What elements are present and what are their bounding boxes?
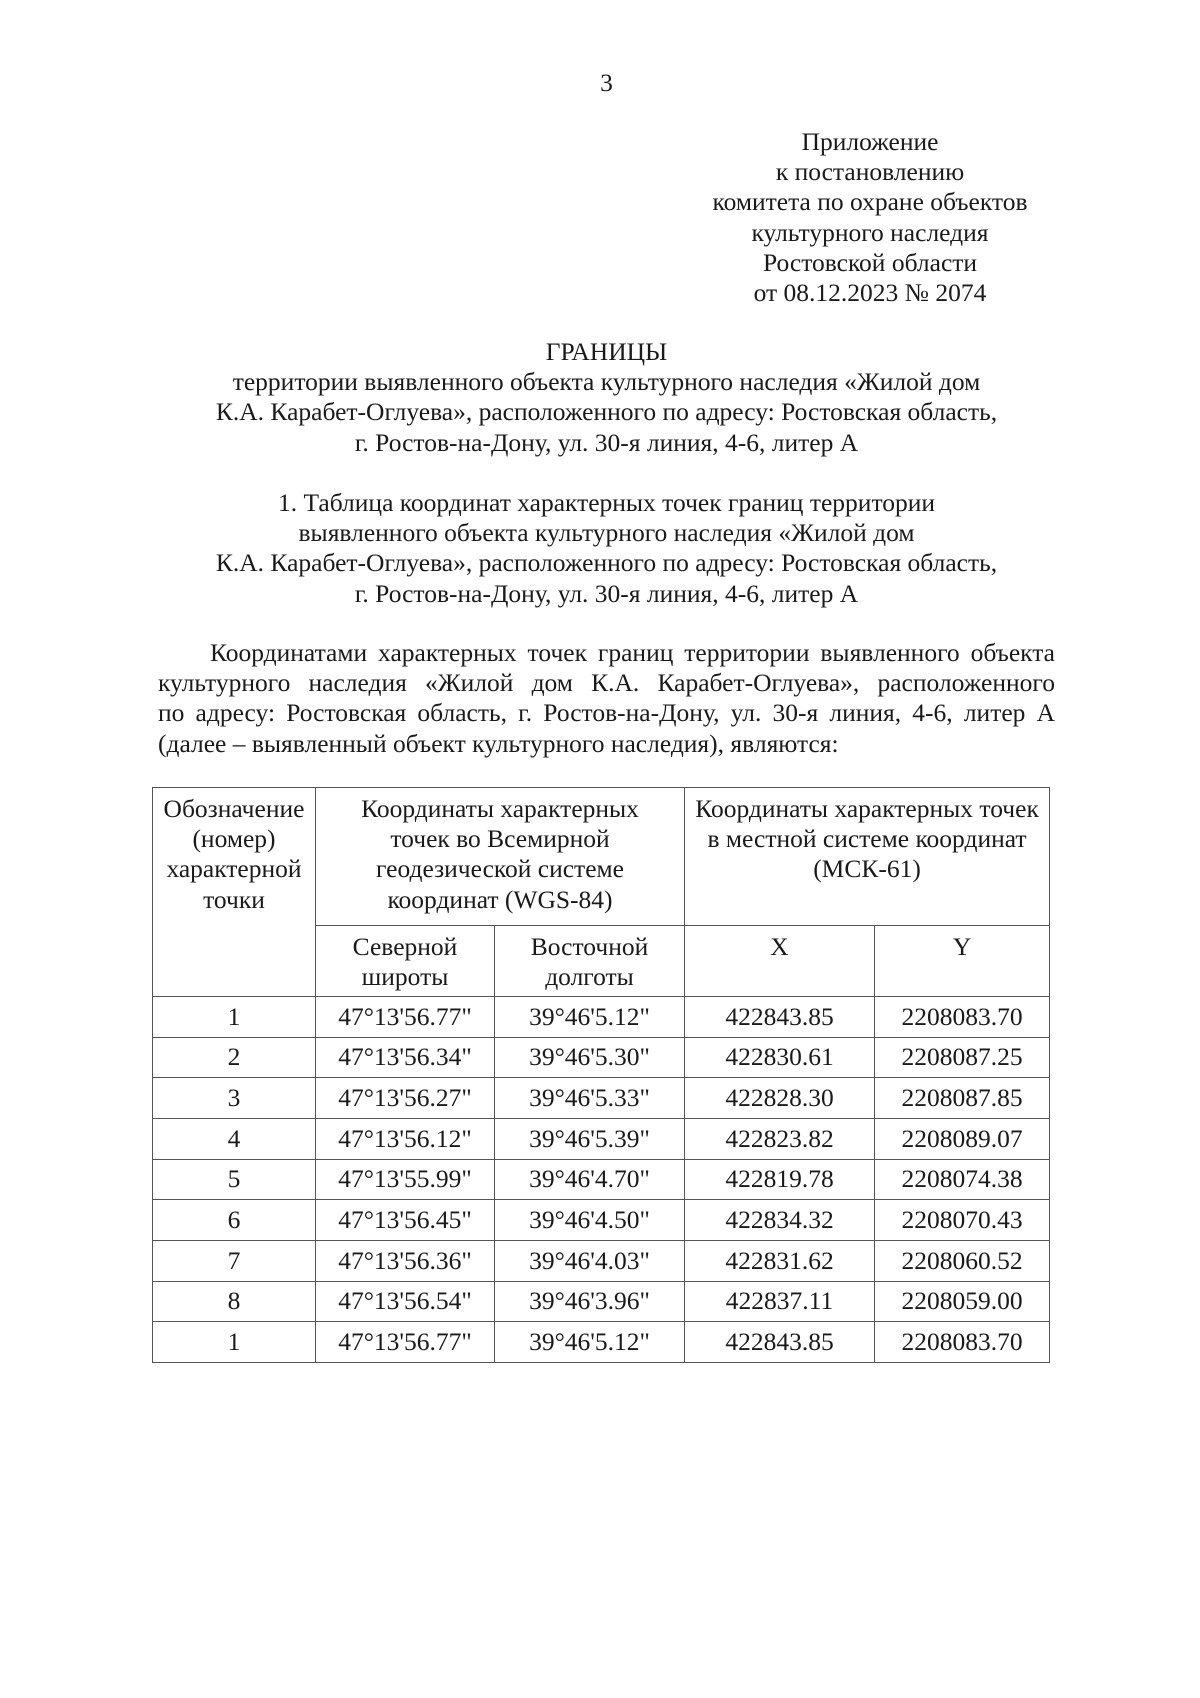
point-number-cell: 4 (153, 1118, 316, 1159)
header-line: в местной системе координат (707, 824, 1027, 854)
table-row (153, 1281, 1050, 1322)
header-line: Восточной (530, 932, 649, 961)
appendix-line: к постановлению (775, 157, 965, 187)
wgs84-latitude-cell: 47°13'56.77" (316, 1322, 495, 1363)
wgs84-latitude-cell: 47°13'56.36" (316, 1240, 495, 1281)
wgs84-latitude-cell: 47°13'56.12" (316, 1118, 495, 1159)
header-line: координат (WGS-84) (387, 884, 613, 914)
appendix-line: Ростовской области (762, 247, 978, 277)
msk61-y-cell: 2208059.00 (875, 1281, 1050, 1322)
wgs84-longitude-cell: 39°46'5.33" (495, 1078, 685, 1119)
point-number-cell: 5 (153, 1159, 316, 1200)
msk61-x-cell: 422830.61 (685, 1037, 875, 1078)
wgs84-latitude-cell: 47°13'56.34" (316, 1037, 495, 1078)
header-msk61 (685, 788, 1050, 926)
header-latitude (316, 926, 495, 997)
header-longitude (495, 926, 685, 997)
wgs84-latitude-cell: 47°13'56.77" (316, 997, 495, 1038)
appendix-date-number: от 08.12.2023 № 2074 (753, 278, 987, 308)
title-line: К.А. Карабет-Оглуева», расположенного по адресу: Ростовская область, (215, 397, 998, 427)
header-line: Обозначение (163, 794, 305, 823)
msk61-x-cell: 422843.85 (685, 997, 875, 1038)
msk61-y-cell: 2208060.52 (875, 1240, 1050, 1281)
title-line: г. Ростов-на-Дону, ул. 30-я линия, 4-6, литер А (354, 427, 859, 457)
table-row (153, 997, 1050, 1038)
point-number-cell: 8 (153, 1281, 316, 1322)
wgs84-longitude-cell: 39°46'3.96" (495, 1281, 685, 1322)
paragraph-line: культурного наследия «Жилой дом К.А. Карабет-Оглуева», расположенного (158, 668, 1055, 698)
wgs84-latitude-cell: 47°13'56.27" (316, 1078, 495, 1119)
point-number-cell: 6 (153, 1200, 316, 1241)
appendix-line: культурного наследия (751, 217, 989, 247)
msk61-y-cell: 2208070.43 (875, 1200, 1050, 1241)
point-number-cell: 1 (153, 997, 316, 1038)
header-line: Северной (352, 932, 458, 961)
header-line: (МСК-61) (813, 854, 921, 884)
section-heading-line: г. Ростов-на-Дону, ул. 30-я линия, 4-6, литер А (354, 578, 859, 608)
section-heading-line: К.А. Карабет-Оглуева», расположенного по адресу: Ростовская область, (215, 548, 998, 578)
table-row (153, 1078, 1050, 1119)
msk61-x-cell: 422831.62 (685, 1240, 875, 1281)
header-line: точки (203, 884, 265, 914)
wgs84-longitude-cell: 39°46'4.50" (495, 1200, 685, 1241)
point-number-cell: 7 (153, 1240, 316, 1281)
wgs84-longitude-cell: 39°46'4.70" (495, 1159, 685, 1200)
msk61-y-cell: 2208087.25 (875, 1037, 1050, 1078)
paragraph-line: по адресу: Ростовская область, г. Ростов-на-Дону, ул. 30-я линия, 4-6, литер А (158, 698, 1055, 728)
msk61-x-cell: 422837.11 (685, 1281, 875, 1322)
header-line: (номер) (192, 824, 276, 854)
table-row (153, 1240, 1050, 1281)
section-1-heading (158, 488, 1055, 609)
wgs84-longitude-cell: 39°46'5.39" (495, 1118, 685, 1159)
section-heading-line: выявленного объекта культурного наследия «Жилой дом (298, 518, 915, 548)
wgs84-longitude-cell: 39°46'5.30" (495, 1037, 685, 1078)
title-line: территории выявленного объекта культурного наследия «Жилой дом (232, 367, 981, 397)
msk61-y-cell: 2208074.38 (875, 1159, 1050, 1200)
header-line: Координаты характерных точек (695, 794, 1039, 823)
table-row (153, 1118, 1050, 1159)
point-number-cell: 2 (153, 1037, 316, 1078)
header-wgs84 (316, 788, 685, 926)
header-line: точек во Всемирной (390, 824, 610, 854)
wgs84-latitude-cell: 47°13'56.54" (316, 1281, 495, 1322)
paragraph-line: Координатами характерных точек границ территории выявленного объекта (210, 638, 1055, 667)
intro-paragraph (158, 638, 1055, 759)
section-heading-line: 1. Таблица координат характерных точек границ территории (277, 488, 936, 517)
coordinates-table (152, 787, 1050, 1363)
msk61-x-cell: 422834.32 (685, 1200, 875, 1241)
msk61-y-cell: 2208083.70 (875, 997, 1050, 1038)
title-heading: ГРАНИЦЫ (545, 337, 668, 366)
table-row (153, 1159, 1050, 1200)
appendix-header (670, 127, 1070, 308)
header-line: геодезической системе (376, 854, 624, 884)
page-number: 3 (600, 68, 613, 97)
header-x: X (685, 926, 875, 997)
wgs84-latitude-cell: 47°13'55.99" (316, 1159, 495, 1200)
header-line: Координаты характерных (361, 794, 639, 823)
header-y: Y (875, 926, 1050, 997)
table-row (153, 1322, 1050, 1363)
msk61-y-cell: 2208089.07 (875, 1118, 1050, 1159)
header-row (153, 788, 1050, 926)
msk61-x-cell: 422823.82 (685, 1118, 875, 1159)
paragraph-line: (далее – выявленный объект культурного наследия), являются: (158, 728, 839, 758)
wgs84-latitude-cell: 47°13'56.45" (316, 1200, 495, 1241)
msk61-x-cell: 422819.78 (685, 1159, 875, 1200)
msk61-y-cell: 2208083.70 (875, 1322, 1050, 1363)
header-designation (153, 788, 316, 997)
header-line: характерной (166, 854, 302, 884)
table-header (153, 788, 1050, 997)
appendix-line: Приложение (801, 127, 939, 156)
wgs84-longitude-cell: 39°46'4.03" (495, 1240, 685, 1281)
msk61-x-cell: 422828.30 (685, 1078, 875, 1119)
document-title (158, 337, 1055, 458)
point-number-cell: 3 (153, 1078, 316, 1119)
wgs84-longitude-cell: 39°46'5.12" (495, 1322, 685, 1363)
header-line: долготы (545, 962, 634, 992)
appendix-line: комитета по охране объектов (712, 187, 1028, 217)
msk61-x-cell: 422843.85 (685, 1322, 875, 1363)
table-row (153, 1200, 1050, 1241)
table-body (153, 997, 1050, 1363)
wgs84-longitude-cell: 39°46'5.12" (495, 997, 685, 1038)
header-line: широты (361, 962, 449, 992)
table-row (153, 1037, 1050, 1078)
point-number-cell: 1 (153, 1322, 316, 1363)
msk61-y-cell: 2208087.85 (875, 1078, 1050, 1119)
